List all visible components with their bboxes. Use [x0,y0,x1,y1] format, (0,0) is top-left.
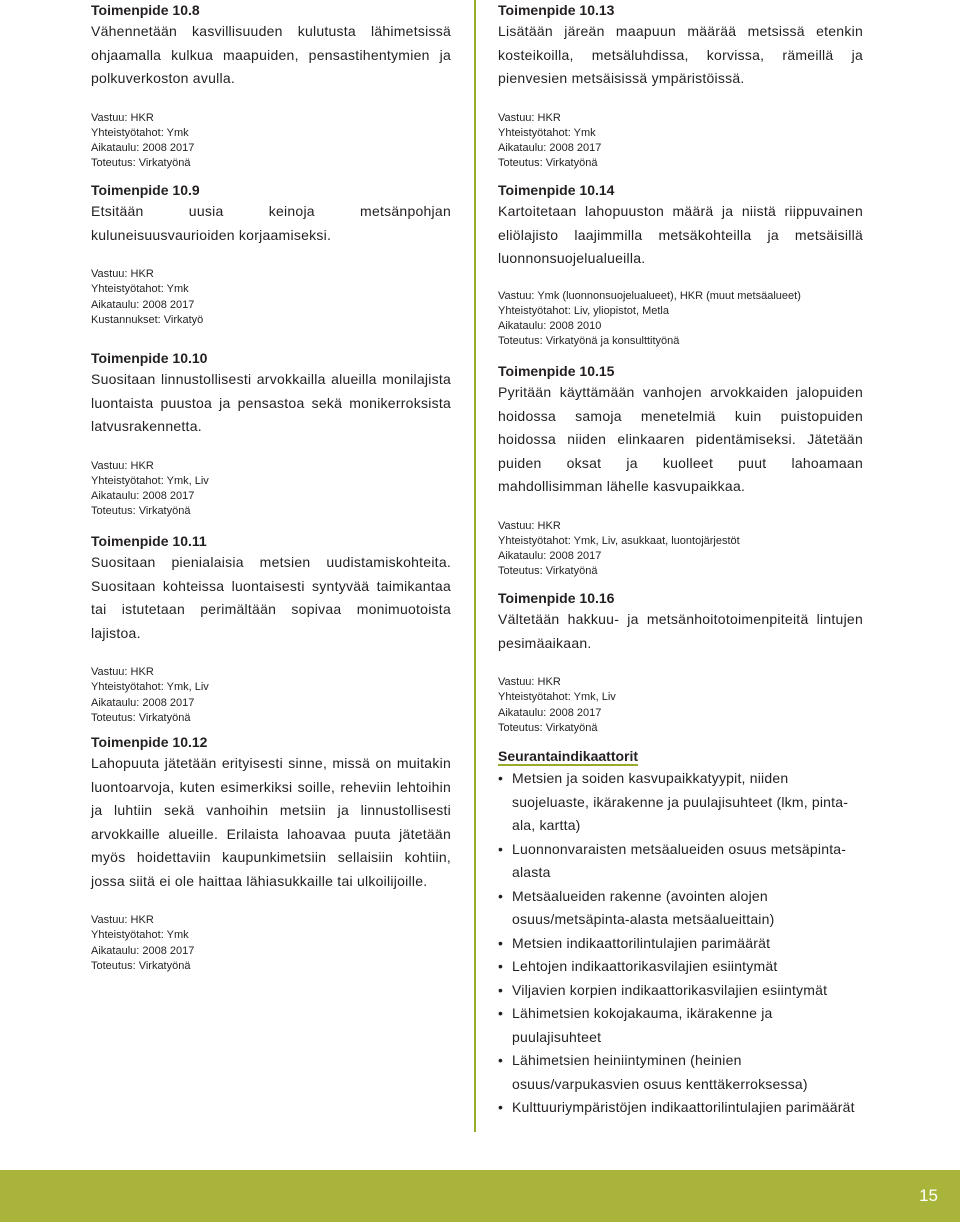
list-item-text: Metsäalueiden rakenne (avointen alojen osuus/metsäpinta-alasta metsäalueittain) [512,887,775,927]
measure-title: Toimenpide 10.12 [91,734,208,750]
measure-body: Vältetään hakkuu- ja metsänhoitotoimenpiteitä lintujen pesimäaikaan. [498,611,863,651]
measure-body: Pyritään käyttämään vanhojen arvokkaiden jalopuiden hoidossa samoja menetelmiä kuin puistopuiden hoidossa niiden elinkaaren pidentämiseksi. Jätetään puiden oksat ja kuolleet puut lahoamaan mahdollisimman lähelle kasvupaikkaa. [498,384,863,494]
meta-schedule: Aikataulu: 2008 2017 [91,944,195,957]
indicators-heading-text: Seurantaindikaattorit [498,748,639,764]
list-item-text: Lehtojen indikaattorikasvilajien esiintymät [512,958,778,974]
column-divider [474,0,476,1132]
meta-schedule: Aikataulu: 2008 2017 [498,706,602,719]
meta-implementation: Toteutus: Virkatyönä [498,721,598,734]
list-item [498,1096,863,1120]
list-item-text: Luonnonvaraisten metsäalueiden osuus metsäpinta-alasta [512,840,847,880]
bullet-icon: • [498,840,504,857]
bullet-icon: • [498,770,504,786]
measure-10-13 [498,2,863,172]
meta-implementation: Toteutus: Virkatyönä ja konsulttityönä [498,335,680,348]
bullet-icon: • [498,1099,504,1115]
measure-title: Toimenpide 10.10 [91,350,208,366]
list-item [498,885,863,932]
measure-title: Toimenpide 10.9 [91,182,200,198]
list-item-text: Kulttuuriympäristöjen indikaattorilintulajien parimäärät [512,1099,855,1115]
measure-title: Toimenpide 10.13 [498,2,615,18]
meta-partners: Yhteistyötahot: Liv, yliopistot, Metla [498,304,669,317]
measure-10-11 [91,533,451,726]
meta-responsible: Vastuu: HKR [91,914,154,926]
measure-meta [91,913,451,974]
bullet-icon: • [498,1005,504,1021]
measure-title: Toimenpide 10.15 [498,363,615,379]
measure-meta [91,111,451,172]
meta-responsible: Vastuu: HKR [91,268,154,280]
list-item-text: Metsien ja soiden kasvupaikkatyypit, niiden suojeluaste, ikärakenne ja puulajisuhteet (lkm, pinta-ala, kartta) [512,770,849,833]
meta-implementation: Toteutus: Virkatyönä [498,157,598,170]
list-item [498,932,863,956]
list-item [498,838,863,885]
meta-implementation: Toteutus: Virkatyönä [91,157,191,170]
meta-partners: Yhteistyötahot: Ymk, Liv [91,474,209,487]
bullet-icon: • [498,934,504,951]
meta-partners: Yhteistyötahot: Ymk, Liv [498,691,616,704]
measure-meta [91,665,451,726]
list-item [498,955,863,979]
list-item-text: Lähimetsien kokojakauma, ikärakenne ja puulajisuhteet [512,1005,773,1045]
list-item-text: Lähimetsien heiniintyminen (heinien osuus/varpukasvien osuus kenttäkerroksessa) [512,1052,808,1092]
measure-10-14 [498,182,863,350]
meta-implementation: Toteutus: Virkatyönä [91,959,191,972]
measure-body: Etsitään uusia keinoja metsänpohjan kuluneisuusvaurioiden korjaamiseksi. [91,203,451,243]
measure-meta [498,675,863,736]
meta-implementation: Toteutus: Virkatyönä [91,711,191,724]
measure-meta [498,519,863,580]
meta-implementation: Toteutus: Virkatyönä [91,505,191,518]
bullet-icon: • [498,958,504,974]
list-item [498,979,863,1003]
measure-body: Suositaan linnustollisesti arvokkailla alueilla monilajista luontaista puustoa ja pensastoa sekä monikerroksista latvusrakennetta. [91,371,451,434]
meta-partners: Yhteistyötahot: Ymk [498,126,596,139]
list-item [498,1049,863,1096]
measure-10-12 [91,734,451,974]
measure-10-8 [91,2,451,172]
measure-10-16 [498,590,863,736]
measure-title: Toimenpide 10.16 [498,590,615,606]
list-item-text: Metsien indikaattorilintulajien parimäärät [512,934,771,951]
meta-partners: Yhteistyötahot: Ymk, Liv [91,681,209,694]
measure-title: Toimenpide 10.14 [498,182,615,198]
meta-schedule: Aikataulu: 2008 2010 [498,320,602,333]
meta-responsible: Vastuu: HKR [91,459,154,472]
meta-schedule: Aikataulu: 2008 2017 [498,550,602,563]
indicators-list [498,767,863,1120]
meta-responsible: Vastuu: Ymk (luonnonsuojelualueet), HKR (muut metsäalueet) [498,289,801,302]
footer-bar [0,1170,960,1222]
bullet-icon: • [498,981,504,998]
measure-body: Lahopuuta jätetään erityisesti sinne, missä on muitakin luontoarvoja, kuten esimerkiksi soille, reheviin lehtoihin ja luhtiin sekä vanhoihin metsiin ja linnustollisesti arvokkaille alueille. Erilaista lahoavaa puuta jätetään myös hoidettaviin kaupunkimetsiin sellaisiin kohtiin, jossa siitä ei ole haittaa lähiasukkaille tai ulkoilijoille. [91,755,451,889]
measure-meta [91,459,451,520]
measure-10-15 [498,363,863,580]
measure-meta [498,111,863,172]
meta-partners: Yhteistyötahot: Ymk [91,283,189,296]
meta-partners: Yhteistyötahot: Ymk [91,126,189,139]
list-item [498,1002,863,1049]
measure-meta [91,267,451,328]
bullet-icon: • [498,1052,504,1068]
meta-responsible: Vastuu: HKR [91,666,154,678]
measure-meta [498,289,863,350]
meta-responsible: Vastuu: HKR [498,519,561,532]
measure-title: Toimenpide 10.11 [91,533,207,549]
measure-body: Kartoitetaan lahopuuston määrä ja niistä riippuvainen eliölajisto laajimmilla metsäkohteilla ja metsäisillä luonnonsuojelualueilla. [498,203,863,266]
meta-schedule: Aikataulu: 2008 2017 [91,696,195,709]
page-number: 15 [919,1186,938,1205]
meta-schedule: Aikataulu: 2008 2017 [498,142,602,155]
measure-body: Lisätään järeän maapuun määrää metsissä etenkin kosteikoilla, metsäluhdissa, korvissa, rämeillä ja pienvesien metsäisissä ympäristöissä. [498,23,863,86]
measure-body: Suositaan pienialaisia metsien uudistamiskohteita. Suositaan kohteissa luontaisesti syntyvää taimikantaa tai istutetaan perimältään sopivaa monimuotoista lajistoa. [91,554,451,641]
measure-body: Vähennetään kasvillisuuden kulutusta lähimetsissä ohjaamalla kulkua maapuiden, pensastihentymien ja polkuverkoston avulla. [91,23,451,86]
meta-partners: Yhteistyötahot: Ymk [91,929,189,942]
measure-10-9 [91,182,451,328]
meta-responsible: Vastuu: HKR [498,676,561,688]
list-item [498,767,863,838]
meta-implementation: Toteutus: Virkatyönä [498,565,598,578]
measure-title: Toimenpide 10.8 [91,2,200,18]
meta-schedule: Aikataulu: 2008 2017 [91,298,195,311]
meta-responsible: Vastuu: HKR [498,111,561,124]
meta-costs: Kustannukset: Virkatyö [91,313,204,326]
list-item-text: Viljavien korpien indikaattorikasvilajien esiintymät [512,981,828,998]
meta-schedule: Aikataulu: 2008 2017 [91,142,195,155]
meta-responsible: Vastuu: HKR [91,111,154,124]
meta-partners: Yhteistyötahot: Ymk, Liv, asukkaat, luontojärjestöt [498,534,740,547]
bullet-icon: • [498,887,504,904]
indicators-heading [498,747,863,765]
measure-10-10 [91,350,451,520]
meta-schedule: Aikataulu: 2008 2017 [91,490,195,503]
